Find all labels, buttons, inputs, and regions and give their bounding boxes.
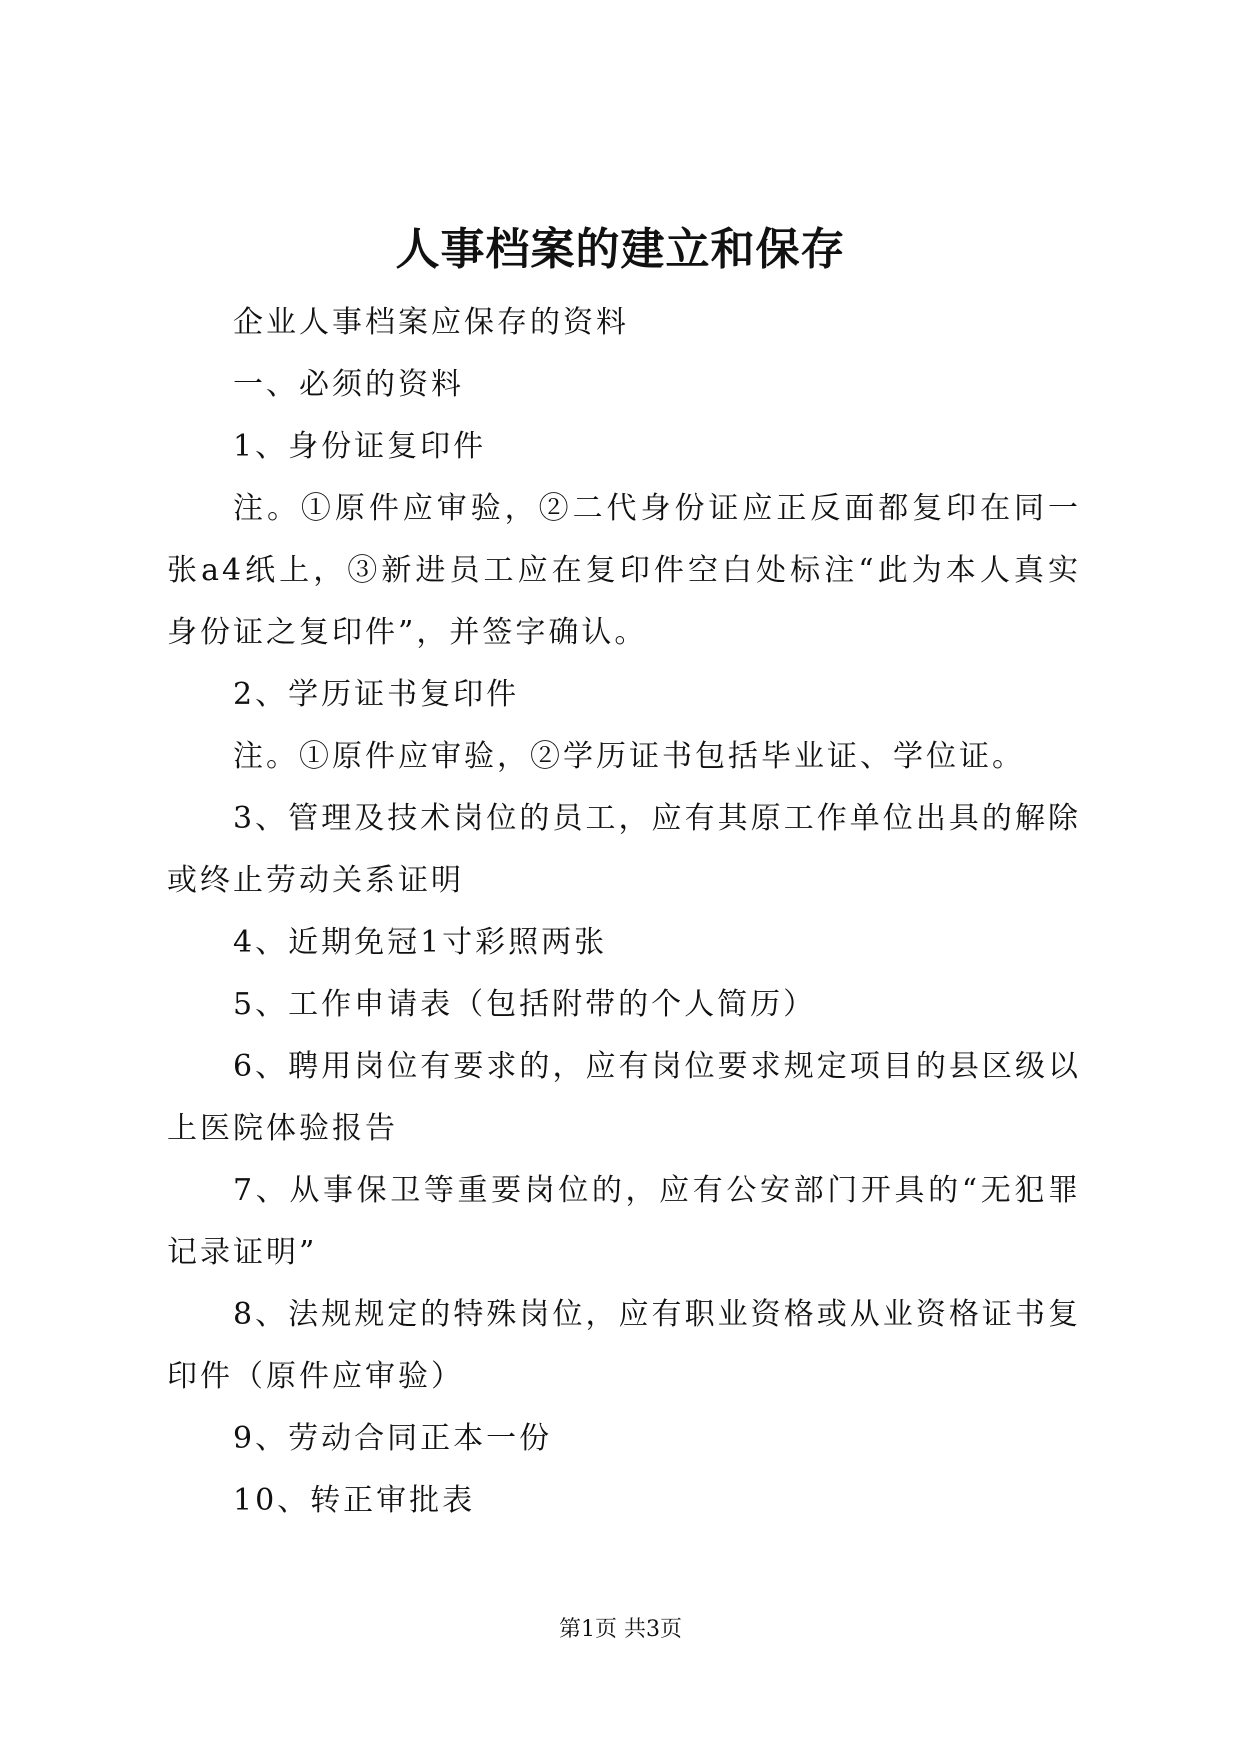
paragraph: 2、学历证书复印件: [233, 677, 520, 712]
paragraph: 4、近期免冠1寸彩照两张: [233, 925, 608, 960]
paragraph: 企业人事档案应保存的资料: [233, 305, 629, 340]
paragraph: 3、管理及技术岗位的员工，应有其原工作单位出具的解除或终止劳动关系证明: [167, 801, 1081, 898]
paragraph: 7、从事保卫等重要岗位的，应有公安部门开具的“无犯罪记录证明”: [167, 1173, 1081, 1270]
paragraph: 6、聘用岗位有要求的，应有岗位要求规定项目的县区级以上医院体验报告: [167, 1049, 1081, 1146]
paragraph: 1、身份证复印件: [233, 429, 487, 464]
document-title: 人事档案的建立和保存: [395, 224, 846, 275]
paragraph: 8、法规规定的特殊岗位，应有职业资格或从业资格证书复印件（原件应审验）: [167, 1297, 1081, 1394]
paragraph: 10、转正审批表: [233, 1483, 476, 1518]
document-body: [167, 292, 1081, 1532]
paragraph: 注。①原件应审验，②二代身份证应正反面都复印在同一张a4纸上，③新进员工应在复印件空白处标注“此为本人真实身份证之复印件”，并签字确认。: [167, 491, 1081, 650]
page-footer: 第1页 共3页: [559, 1617, 682, 1642]
paragraph: 一、必须的资料: [233, 367, 464, 402]
paragraph: 注。①原件应审验，②学历证书包括毕业证、学位证。: [233, 739, 1025, 774]
paragraph: 9、劳动合同正本一份: [233, 1421, 553, 1456]
paragraph: 5、工作申请表（包括附带的个人简历）: [233, 987, 817, 1022]
